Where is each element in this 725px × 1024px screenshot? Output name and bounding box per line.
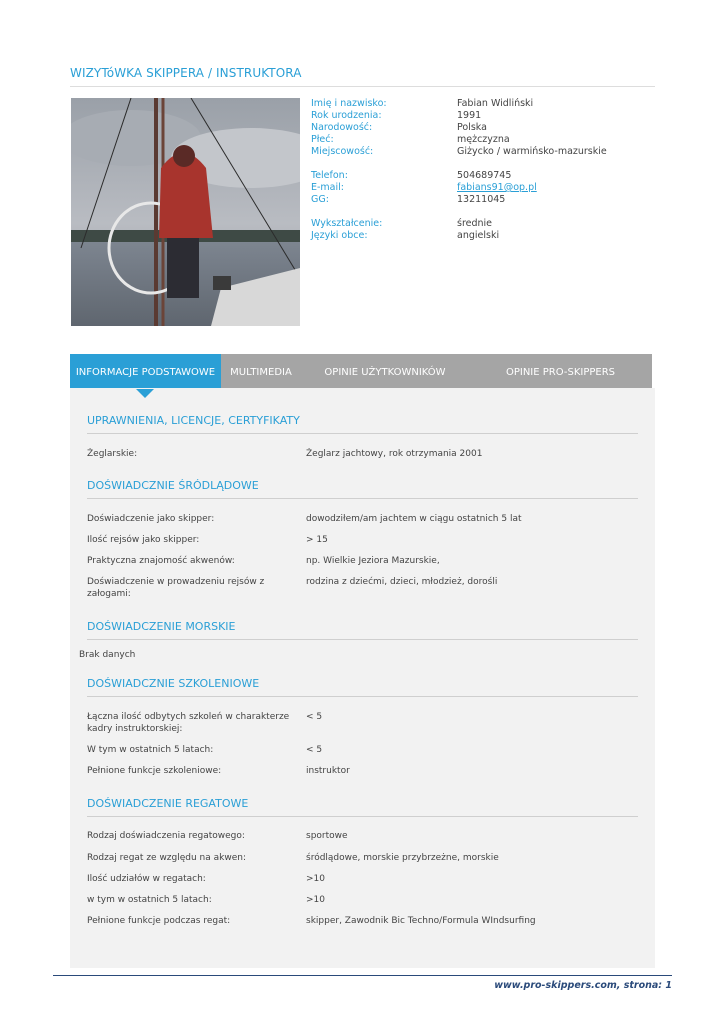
info-value: mężczyzna [457, 134, 510, 145]
detail-label: Żeglarskie: [87, 449, 138, 459]
tab-user-reviews[interactable]: OPINIE UŻYTKOWNIKÓW [324, 367, 446, 378]
detail-row [87, 513, 638, 525]
tab-bar [70, 354, 652, 388]
info-value: angielski [457, 230, 500, 241]
info-label: E-mail: [311, 182, 344, 193]
info-label: Narodowość: [311, 122, 373, 133]
detail-row [87, 915, 638, 927]
detail-row [87, 555, 638, 567]
detail-value: >10 [306, 895, 325, 905]
detail-label: Pełnione funkcje podczas regat: [87, 916, 231, 926]
detail-row [87, 534, 638, 546]
email-link[interactable]: fabians91@op.pl [457, 182, 537, 193]
info-label: Miejscowość: [311, 146, 374, 157]
detail-label: W tym w ostatnich 5 latach: [87, 745, 214, 755]
profile-photo [71, 98, 300, 326]
info-value: 504689745 [457, 170, 512, 181]
info-label: Imię i nazwisko: [311, 98, 387, 109]
detail-value: śródlądowe, morskie przybrzeżne, morskie [306, 853, 499, 863]
info-label: Wykształcenie: [311, 218, 383, 229]
info-value: Polska [457, 122, 487, 133]
section-title-sea: DOŚWIADCZENIE MORSKIE [87, 620, 236, 633]
detail-label: Pełnione funkcje szkoleniowe: [87, 766, 222, 776]
tab-pro-skippers-reviews[interactable]: OPINIE PRO-SKIPPERS [505, 367, 616, 378]
info-value: średnie [457, 218, 493, 229]
detail-label: Rodzaj doświadczenia regatowego: [87, 831, 245, 841]
detail-row [87, 894, 638, 906]
section-divider [87, 498, 638, 499]
title-divider [70, 86, 655, 87]
info-value: 1991 [457, 110, 482, 121]
section-divider [87, 639, 638, 640]
detail-row [87, 830, 638, 842]
detail-value: instruktor [306, 766, 350, 776]
section-divider [87, 696, 638, 697]
section-title-licenses: UPRAWNIENIA, LICENCJE, CERTYFIKATY [87, 414, 300, 427]
detail-value: dowodziłem/am jachtem w ciągu ostatnich 5 lat [306, 514, 522, 524]
detail-row [87, 873, 638, 885]
detail-label: Ilość rejsów jako skipper: [87, 535, 200, 545]
section-divider [87, 433, 638, 434]
detail-row [87, 576, 638, 600]
detail-label: Ilość udziałów w regatach: [87, 874, 206, 884]
info-label: Rok urodzenia: [311, 110, 382, 121]
info-label: Języki obce: [311, 230, 368, 241]
info-value: Fabian Widliński [457, 98, 534, 109]
detail-label: Praktyczna znajomość akwenów: [87, 556, 235, 566]
detail-value: > 15 [306, 535, 328, 545]
detail-row [87, 765, 638, 777]
info-value: Giżycko / warmińsko-mazurskie [457, 146, 607, 157]
detail-label: Doświadczenie jako skipper: [87, 514, 215, 524]
footer-text: www.pro-skippers.com, strona: 1 [494, 980, 672, 991]
detail-label: Łączna ilość odbytych szkoleń w charakterze kadry instruktorskiej: [87, 712, 290, 734]
info-label: Płeć: [311, 134, 334, 145]
no-data-text: Brak danych [79, 650, 136, 660]
section-title-training: DOŚWIADCZNIE SZKOLENIOWE [87, 677, 260, 690]
detail-value: sportowe [306, 831, 348, 841]
tab-multimedia[interactable]: MULTIMEDIA [230, 367, 292, 378]
active-tab-indicator [136, 389, 154, 398]
detail-row [87, 744, 638, 756]
section-divider [87, 816, 638, 817]
detail-value: skipper, Zawodnik Bic Techno/Formula WIndsurfing [306, 916, 536, 926]
detail-label: w tym w ostatnich 5 latach: [87, 895, 212, 905]
info-label: GG: [311, 194, 329, 205]
page-title: WIZYTóWKA SKIPPERA / INSTRUKTORA [70, 66, 302, 80]
detail-row [87, 852, 638, 864]
detail-value: < 5 [306, 745, 323, 755]
detail-value: np. Wielkie Jeziora Mazurskie, [306, 556, 440, 566]
section-title-regatta: DOŚWIADCZENIE REGATOWE [87, 797, 249, 810]
detail-row [87, 448, 638, 460]
detail-row [87, 711, 638, 735]
detail-value: Żeglarz jachtowy, rok otrzymania 2001 [306, 449, 483, 459]
detail-value: >10 [306, 874, 325, 884]
info-label: Telefon: [311, 170, 348, 181]
tab-basic-info[interactable]: INFORMACJE PODSTAWOWE [70, 354, 221, 388]
detail-value: < 5 [306, 712, 323, 722]
detail-label: Doświadczenie w prowadzeniu rejsów z załogami: [87, 577, 265, 599]
detail-value: rodzina z dziećmi, dzieci, młodzież, dorośli [306, 577, 498, 587]
footer-divider [53, 975, 672, 976]
section-title-inland: DOŚWIADCZNIE ŚRÓDLĄDOWE [87, 479, 259, 492]
info-value: 13211045 [457, 194, 506, 205]
detail-label: Rodzaj regat ze względu na akwen: [87, 853, 247, 863]
